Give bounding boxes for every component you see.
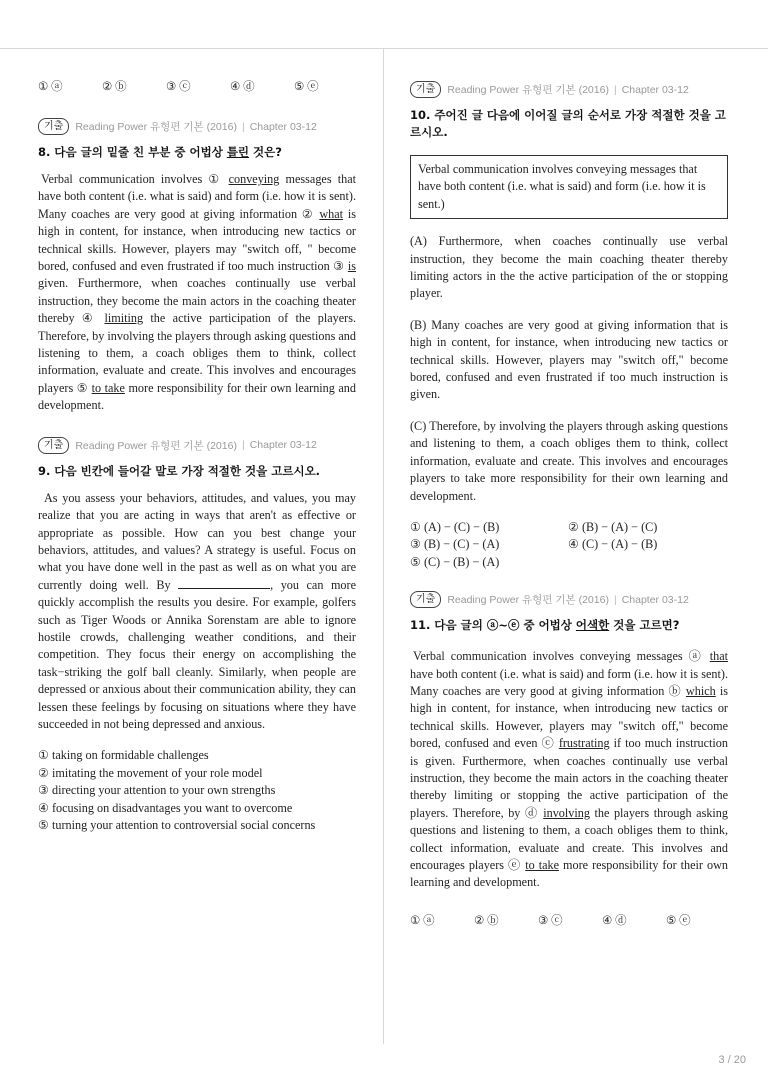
separator: | <box>613 593 617 606</box>
title-underlined: 틀린 <box>226 145 250 159</box>
separator: | <box>241 439 245 452</box>
page-number: 3 / 20 <box>718 1054 746 1066</box>
source-line <box>38 437 356 454</box>
option: ④ (C) − (A) − (B) <box>568 537 658 552</box>
underlined-word: is <box>347 259 356 274</box>
choice: ④ ⓓ <box>230 81 255 93</box>
left-column <box>38 78 356 834</box>
passage-text: is high in content, for instance, when introducing new tactics or technical skills. However, players may "switch off, " become bored, confused and even frustrated if too much instruction ③ <box>38 206 356 274</box>
passage-text: As you assess your behaviors, attitudes, and values, you may realize that you are acting in ways that aren't as effective or appropriate as possible. How can you best change your behaviors, attitudes, and values? A strategy is useful. Focus on what you have done well in the past as well as on what you are currently doing well. By <box>38 490 356 592</box>
underlined-word: which <box>685 683 716 698</box>
source-text: Reading Power 유형편 기본 (2016) <box>447 594 609 607</box>
choice: ⑤ ⓔ <box>294 81 319 93</box>
question-9-passage <box>38 490 356 734</box>
source-line <box>410 81 728 98</box>
question-10-options <box>410 519 728 571</box>
passage-text: the active participation of the players. Therefore, by involving the players through asking questions and listening to them, a coach obliges them to think, collect information, evaluate and create. This involves and encourages players ⑤ <box>38 311 356 395</box>
underlined-word: frustrating <box>558 736 610 751</box>
source-badge: 기출 <box>410 81 441 98</box>
chapter-text: Chapter 03-12 <box>621 593 689 606</box>
paragraph-a: (A) Furthermore, when coaches continually use verbal instruction, they become the main coaching theater thereby limiting actors in the the active participation of the or stopping player. <box>410 234 728 301</box>
passage-text: Verbal communication involves ① <box>41 172 229 186</box>
source-line <box>38 118 356 135</box>
choice: ① ⓐ <box>410 914 435 927</box>
passage-text: more responsibility for their own learning and development. <box>38 380 356 413</box>
passage-text: , you can more quickly accomplish the results you desire. For example, golfers such as Tiger Woods or Annika Sorenstam are able to ignore hostile crowds, challenging weather conditions, and their competition. They focus their energy on accomplishing the task−striking the golf ball cleanly. Similarly, when people are depressed or anxious about their communication ability, they can lessen these feelings by focusing on situations where they have succeeded in not being depressed and anxious. <box>38 577 356 731</box>
paragraph-c: (C) Therefore, by involving the players through asking questions and listening to them, a coach obliges them to think, collect information, evaluate and create. This involves and encourages players to take more responsibility for their own learning and development. <box>410 418 728 503</box>
option: ② imitating the movement of your role model <box>38 765 263 780</box>
separator: | <box>241 120 245 133</box>
underlined-word: what <box>319 206 344 221</box>
choice: ③ ⓒ <box>538 914 563 927</box>
source-text: Reading Power 유형편 기본 (2016) <box>75 121 237 133</box>
question-8-title <box>38 144 356 161</box>
underlined-word: that <box>709 649 728 664</box>
passage-text: is high in content, for instance, when introducing new tactics or technical skills. However, players may "switch off," become bored, confused and even ⓒ <box>410 683 728 751</box>
option: ④ focusing on disadvantages you want to overcome <box>38 800 293 815</box>
question-11-choices <box>410 912 728 928</box>
column-divider <box>383 49 384 1044</box>
question-10-title: 10. 주어진 글 다음에 이어질 글의 순서로 가장 적절한 것을 고르시오. <box>410 108 726 139</box>
passage-text: Verbal communication involves conveying messages ⓐ <box>413 649 710 664</box>
source-text: Reading Power 유형편 기본 (2016) <box>75 439 237 452</box>
paragraph-b: (B) Many coaches are very good at giving information that is high in content, for instance, when introducing new tactics or technical skills. However, players may "switch off," become bored, confused and even frustrated if too much instruction is given. <box>410 317 728 402</box>
choice: ② ⓑ <box>474 914 499 927</box>
question-8-passage <box>38 171 356 415</box>
chapter-text: Chapter 03-12 <box>621 83 689 96</box>
option: ③ directing your attention to your own strengths <box>38 783 276 798</box>
header-rule <box>0 48 768 49</box>
option: ① (A) − (C) − (B) <box>410 519 500 534</box>
choice: ① ⓐ <box>38 81 63 93</box>
chapter-text: Chapter 03-12 <box>249 439 317 452</box>
source-badge: 기출 <box>410 591 441 608</box>
option: ⑤ (C) − (B) − (A) <box>410 554 500 569</box>
underlined-word: involving <box>543 805 590 820</box>
question-11-title <box>410 617 728 634</box>
source-line <box>410 591 728 608</box>
source-text: Reading Power 유형편 기본 (2016) <box>447 84 609 96</box>
title-part: 것을 고르면? <box>609 618 680 633</box>
title-part: 8. 다음 글의 밑줄 친 부분 중 어법상 <box>38 145 227 159</box>
passage-text: given. Furthermore, when coaches continually use verbal instruction, they become the main actors in the coaching theater thereby ④ <box>38 276 356 326</box>
question-9-title: 9. 다음 빈칸에 들어갈 말로 가장 적절한 것을 고르시오. <box>38 463 321 478</box>
choice: ③ ⓒ <box>166 81 191 93</box>
question-9-options <box>38 747 356 834</box>
underlined-word: to take <box>91 380 125 395</box>
choice: ④ ⓓ <box>602 914 627 927</box>
choice: ⑤ ⓔ <box>666 914 691 927</box>
passage-text: if too much instruction is given. Furthermore, when coaches continually use verbal instruction, they become the main actors in the coaching theater thereby limiting or stopping the active participation of the players. Therefore, by ⓓ <box>410 736 728 820</box>
underlined-word: conveying <box>228 172 280 186</box>
given-passage-box: Verbal communication involves conveying messages that have both content (i.e. what is said) and form (i.e. how it is sent.) <box>410 155 728 219</box>
option: ② (B) − (A) − (C) <box>568 519 658 534</box>
answer-choices-prev <box>38 78 356 94</box>
passage-text: the players through asking questions and listening to them, a coach obliges them to think, collect information, evaluate and create. This involves and encourages players ⓔ <box>410 805 728 872</box>
chapter-text: Chapter 03-12 <box>249 120 317 133</box>
source-badge: 기출 <box>38 118 69 135</box>
option: ① taking on formidable challenges <box>38 748 209 763</box>
question-11-passage <box>410 648 728 892</box>
separator: | <box>613 83 617 96</box>
source-badge: 기출 <box>38 437 69 454</box>
right-column <box>410 81 728 928</box>
passage-text: more responsibility for their own learning and development. <box>410 858 728 890</box>
choice: ② ⓑ <box>102 81 127 93</box>
option: ③ (B) − (C) − (A) <box>410 537 500 552</box>
title-underlined: 어색한 <box>575 618 610 633</box>
underlined-word: to take <box>525 858 559 872</box>
option: ⑤ turning your attention to controversial social concerns <box>38 818 316 832</box>
answer-blank <box>178 577 270 589</box>
underlined-word: limiting <box>104 311 144 326</box>
passage-text: have both content (i.e. what is said) and form (i.e. how it is sent). Many coaches are very good at giving information ⓑ <box>410 666 728 698</box>
title-part: 11. 다음 글의 ⓐ~ⓔ 중 어법상 <box>410 618 576 633</box>
title-part: 것은? <box>249 145 282 159</box>
passage-text: messages that have both content (i.e. what is said) and form (i.e. how it is sent). Many coaches are very good at giving information ② <box>38 172 356 221</box>
